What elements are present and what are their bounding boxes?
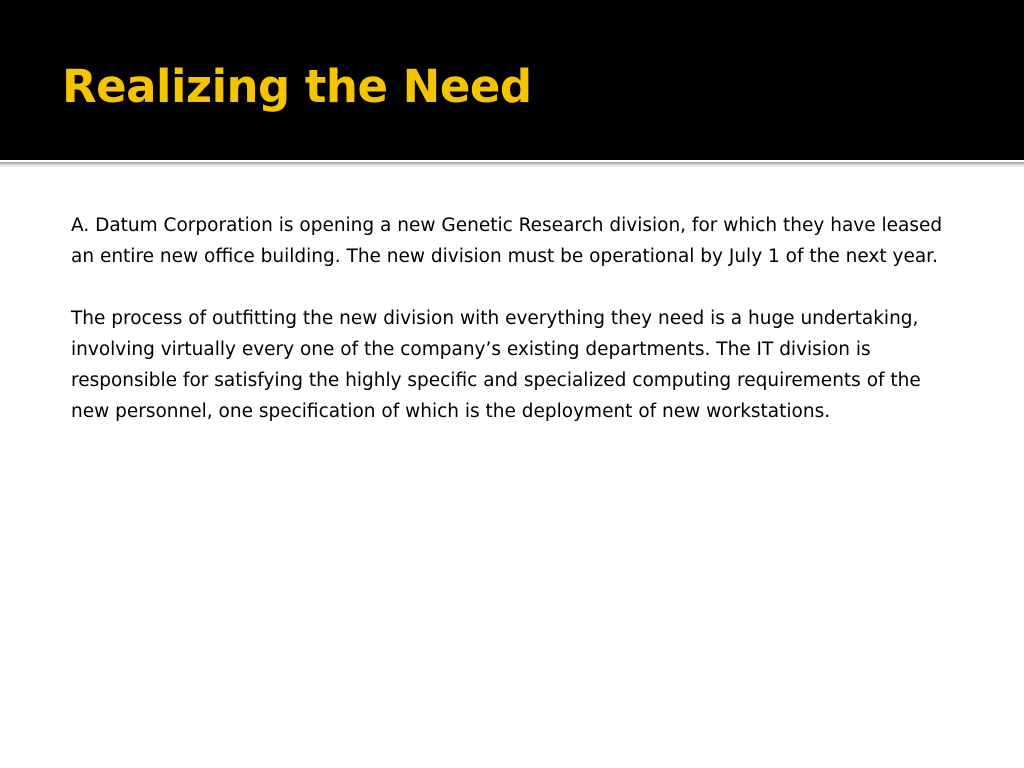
- slide-body: [71, 210, 951, 458]
- body-paragraph-2: The process of outfitting the new division with everything they need is a huge undertaking, involving virtually every one of the company’s existing departments. The IT division is responsible for satisfying the highly specific and specialized computing requirements of the new personnel, one specification of which is the deployment of new workstations.: [71, 308, 921, 422]
- title-divider: [0, 160, 1024, 168]
- body-paragraph-1: A. Datum Corporation is opening a new Genetic Research division, for which they have leased an entire new office building. The new division must be operational by July 1 of the next year.: [71, 215, 943, 267]
- slide-title: Realizing the Need: [62, 60, 532, 113]
- title-band: [0, 0, 1024, 160]
